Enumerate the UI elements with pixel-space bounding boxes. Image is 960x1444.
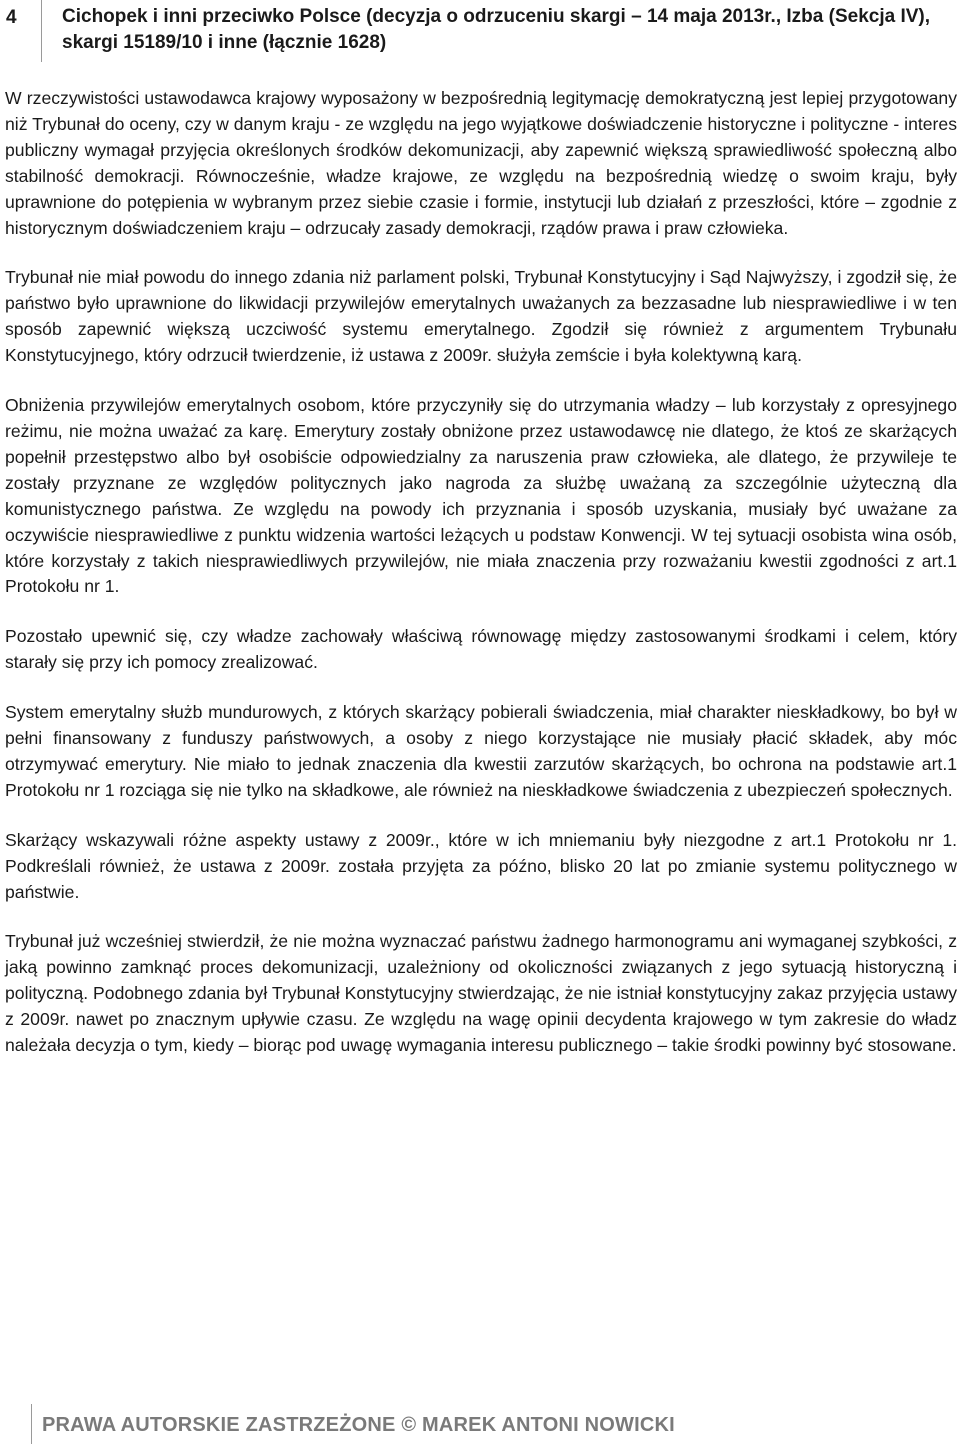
paragraph-1: W rzeczywistości ustawodawca krajowy wyposażony w bezpośrednią legitymację demokratyczną jest lepiej przygotowany niż Trybunał do oceny, czy w danym kraju - ze względu na jego wyjątkowe doświadczenie historyczne i polityczne - interes publiczny wymagał przyjęcia określonych środków dekomunizacji, aby zapewnić większą sprawiedliwość społeczną albo stabilność demokracji. Równocześnie, władze krajowe, ze względu na bezpośrednią wiedzę o swoim kraju, były uprawnione do potępienia w wybranym przez siebie czasie i formie, instytucji lub działań z przeszłości, które – zgodnie z historycznym doświadczeniem kraju – odrzucały zasady demokracji, rządów prawa i praw człowieka. [5,88,957,238]
paragraph-5: System emerytalny służb mundurowych, z których skarżący pobierali świadczenia, miał charakter nieskładkowy, bo był w pełni finansowany z funduszy państwowych, a osoby z niego korzystające nie musiały płacić składek, aby móc otrzymywać emerytury. Nie miało to jednak znaczenia dla kwestii zarzutów skarżących, bo ochrona na podstawie art.1 Protokołu nr 1 rozciąga się nie tylko na składkowe, ale również na nieskładkowe świadczenia z ubezpieczeń społecznych. [5,702,957,800]
footer-divider [31,1404,32,1444]
document-body [5,86,957,1083]
page-footer [0,1398,960,1444]
page-header [0,0,960,70]
page-title: Cichopek i inni przeciwko Polsce (decyzja o odrzuceniu skargi – 14 maja 2013r., Izba (Sekcja IV), skargi 15189/10 i inne (łącznie 1628) [62,6,931,53]
paragraph-7: Trybunał już wcześniej stwierdził, że nie można wyznaczać państwu żadnego harmonogramu ani wymaganej szybkości, z jaką powinno zamknąć proces dekomunizacji, uzależniony od okoliczności związanych z jego sytuacją historyczną i polityczną. Podobnego zdania był Trybunał Konstytucyjny stwierdzając, że nie istniał konstytucyjny zakaz przyjęcia ustawy z 2009r. nawet po znacznym upływie czasu. Ze względu na wagę opinii decydenta krajowego w tym zakresie do władz należała decyzja o tym, kiedy – biorąc pod uwagę wymagania interesu publicznego – takie środki powinny być stosowane. [5,931,957,1056]
page-number: 4 [6,7,17,28]
paragraph-3: Obniżenia przywilejów emerytalnych osobom, które przyczyniły się do utrzymania władzy – lub korzystały z opresyjnego reżimu, nie można uważać za karę. Emerytury zostały obniżone przez ustawodawcę nie dlatego, że ktoś ze skarżących popełnił przestępstwo albo był osobiście odpowiedzialny za naruszenia praw człowieka, ale dlatego, że przywileje te zostały przyznane ze względów politycznych jako nagroda za służbę uważaną za szczególnie użyteczną dla komunistycznego państwa. Ze względu na powody ich przyznania i sposób uzyskania, musiały być uważane za oczywiście niesprawiedliwe z punktu widzenia wartości leżących u podstaw Konwencji. W tej sytuacji osobista wina osób, które korzystały z takich niesprawiedliwych przywilejów, nie miała znaczenia przy rozważaniu kwestii zgodności z art.1 Protokołu nr 1. [5,395,957,597]
paragraph-4: Pozostało upewnić się, czy władze zachowały właściwą równowagę między zastosowanymi środkami i celem, który starały się przy ich pomocy zrealizować. [5,626,957,673]
copyright-notice: PRAWA AUTORSKIE ZASTRZEŻONE © MAREK ANTONI NOWICKI [42,1414,675,1436]
header-divider [41,0,42,62]
paragraph-2: Trybunał nie miał powodu do innego zdania niż parlament polski, Trybunał Konstytucyjny i Sąd Najwyższy, i zgodził się, że państwo było uprawnione do likwidacji przywilejów emerytalnych uważanych za bezzasadne lub niesprawiedliwe i w ten sposób zapewnić większą uczciwość systemu emerytalnego. Zgodził się również z argumentem Trybunału Konstytucyjnego, który odrzucił twierdzenie, iż ustawa z 2009r. służyła zemście i była kolektywną karą. [5,267,957,366]
paragraph-6: Skarżący wskazywali różne aspekty ustawy z 2009r., które w ich mniemaniu były niezgodne z art.1 Protokołu nr 1. Podkreślali również, że ustawa z 2009r. została przyjęta za późno, blisko 20 lat po zmianie systemu politycznego w państwie. [5,829,957,902]
